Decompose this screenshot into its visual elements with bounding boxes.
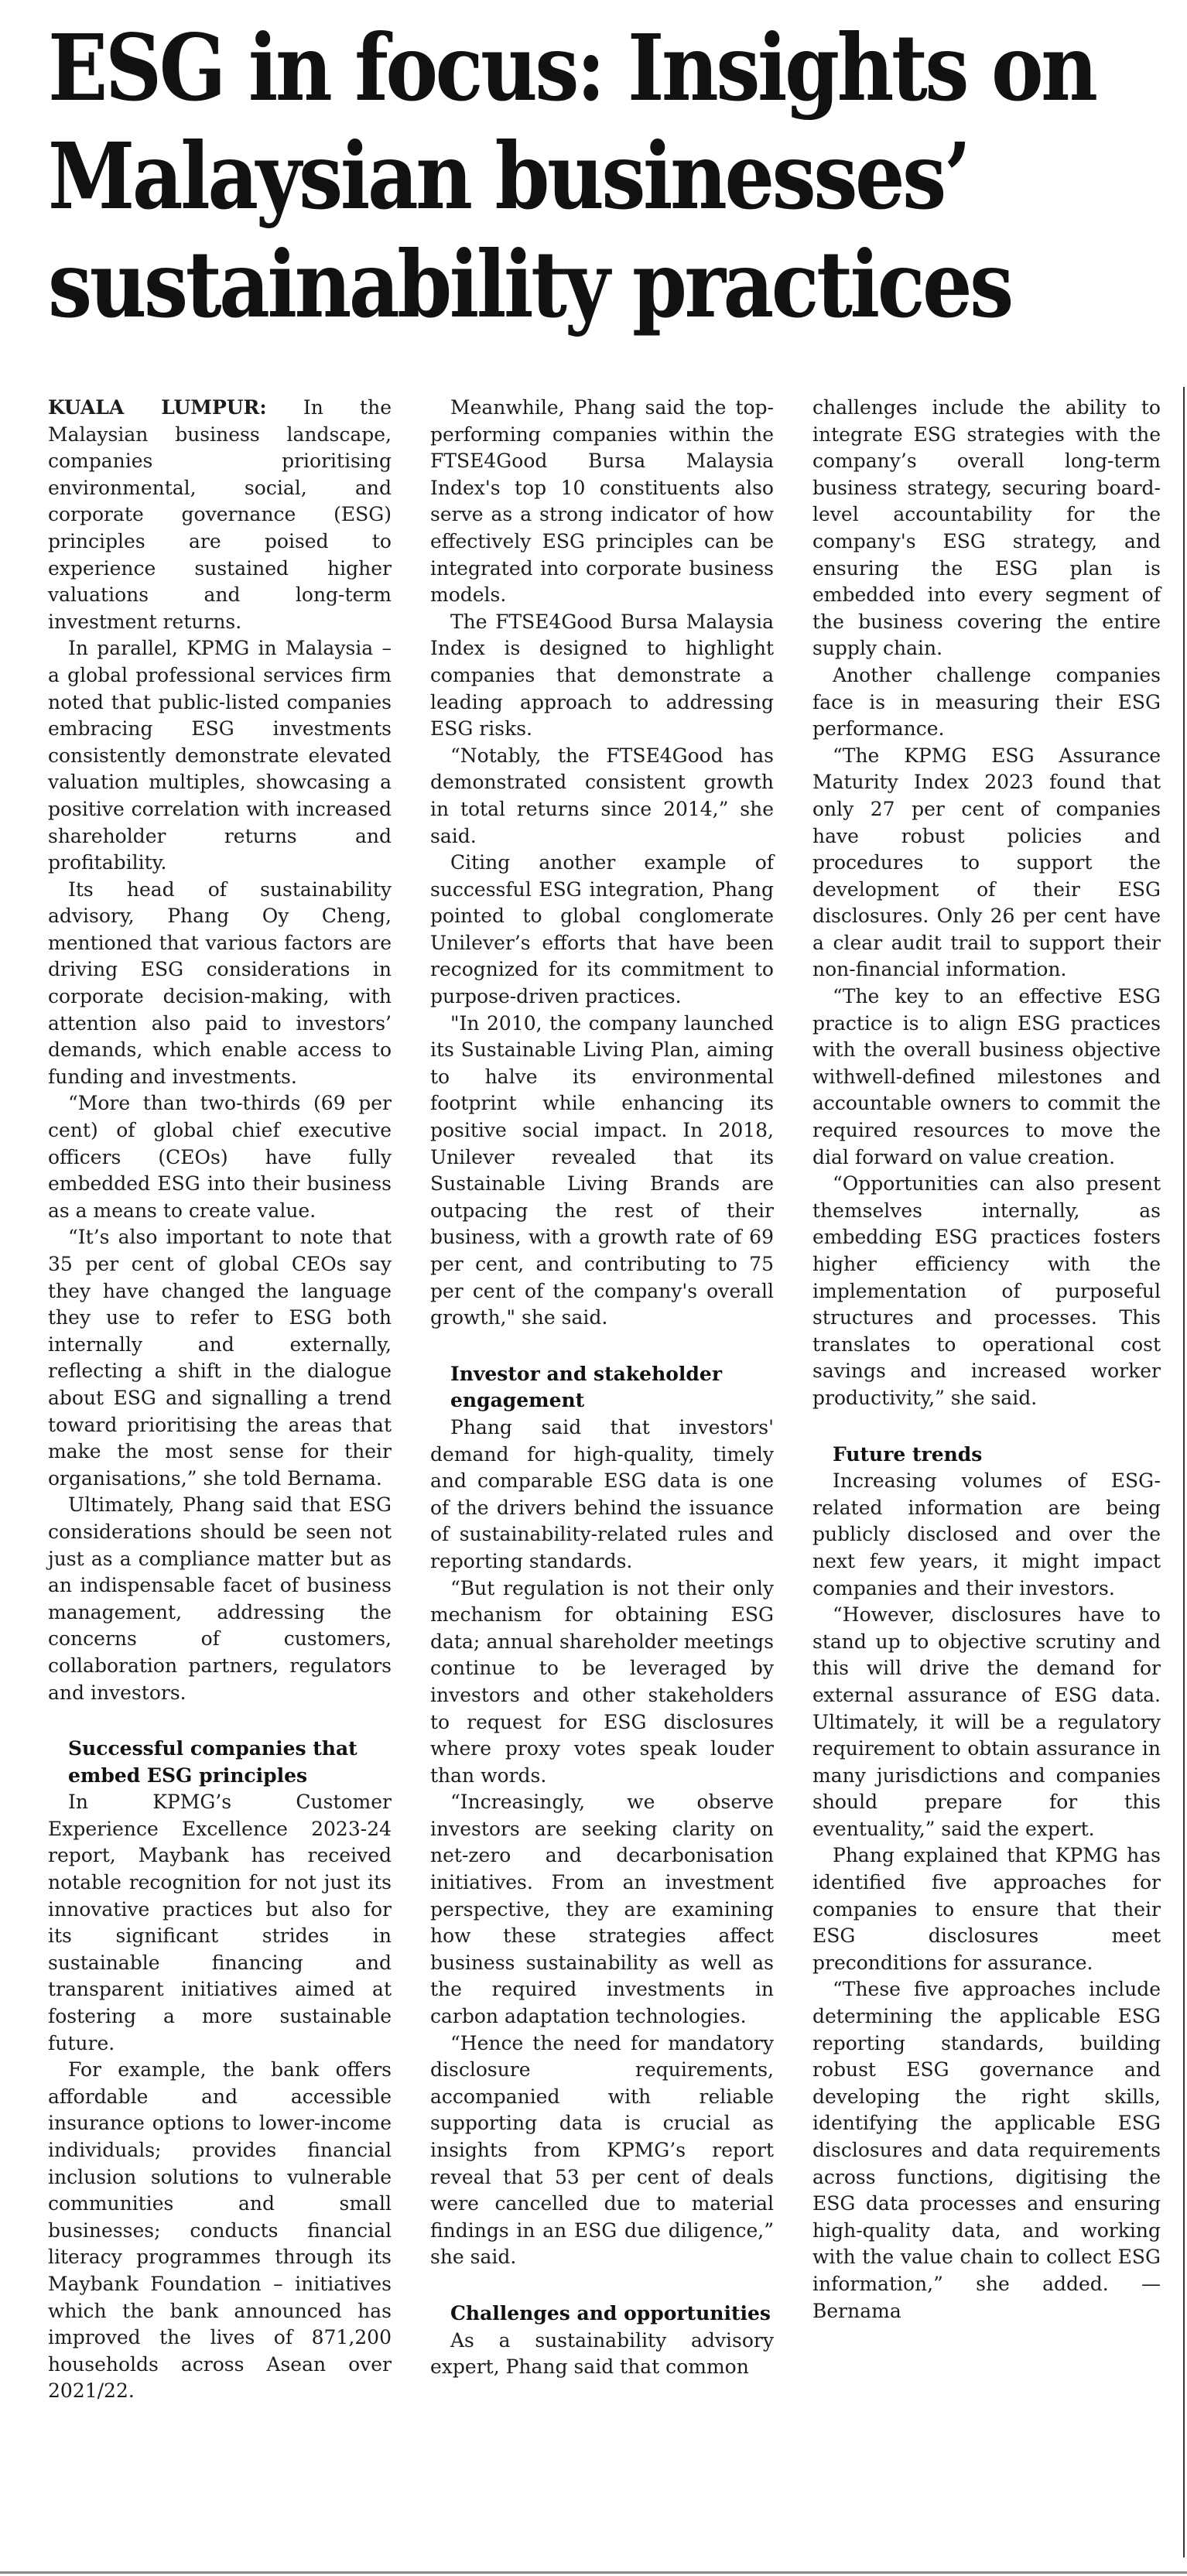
paragraph-text: In KPMG’s Customer Experience Excellence 2023-24 report, Maybank has received notable recognition for not just its innovative practices but also for its significant strides in sustainable financing and transparent initiatives aimed at fostering a more sustainable future. [48,1791,392,2054]
article-paragraph [48,2057,392,2405]
paragraph-text: Phang said that investors' demand for high-quality, timely and comparable ESG data is one of the drivers behind the issuance of sustainability-related rules and reporting standards. [430,1415,774,1572]
paragraph-text: “It’s also important to note that 35 per cent of global CEOs say they have changed the language they use to refer to ESG both internally and externally, reflecting a shift in the dialogue about ESG and signalling a trend toward prioritising the areas that make the most sense for their organisations,” she told Bernama. [48,1226,392,1490]
paragraph-text: In parallel, KPMG in Malaysia – a global professional services firm noted that public-listed companies embracing ESG investments consistently demonstrate elevated valuation multiples, showcasing a positive correlation with increased shareholder returns and profitability. [48,637,392,874]
article-column-1 [48,395,392,2405]
paragraph-text: “The KPMG ESG Assurance Maturity Index 2023 found that only 27 per cent of companies have robust policies and procedures to support the development of their ESG disclosures. Only 26 per cent have a clear audit trail to support their non-financial information. [812,744,1161,981]
article-paragraph [812,395,1161,662]
article-body [48,395,1162,2569]
section-subheading: Investor and stakeholder engagement [450,1362,722,1412]
article-paragraph [430,743,774,850]
paragraph-text: Meanwhile, Phang said the top-performing companies within the FTSE4Good Bursa Malaysia Index's top 10 constituents also serve as a strong indicator of how effectively ESG principles can be integrated into corporate business models. [430,396,774,607]
section-subheading: Challenges and opportunities [450,2301,771,2325]
article-paragraph [48,877,392,1091]
article-column-2 [430,395,774,2381]
paragraph-text: Citing another example of successful ESG integration, Phang pointed to global conglomerate Unilever’s efforts that have been recognized for its commitment to purpose-driven practices. [430,851,774,1008]
article-paragraph [812,662,1161,743]
paragraph-text: “Increasingly, we observe investors are seeking clarity on net-zero and decarbonisation initiatives. From an investment perspective, they are examining how these strategies affect business sustainability as well as the required investments in carbon adaptation technologies. [430,1791,774,2028]
paragraph-text: “However, disclosures have to stand up to objective scrutiny and this will drive the demand for external assurance of ESG data. Ultimately, it will be a regulatory requirement to obtain assurance in many jurisdictions and companies should prepare for this eventuality,” said the expert. [812,1603,1161,1840]
paragraph-text: For example, the bank offers affordable and accessible insurance options to lower-income individuals; provides financial inclusion solutions to vulnerable communities and small businesses; conducts financial literacy programmes through its Maybank Foundation – initiatives which the bank announced has improved the lives of 871,200 households across Asean over 2021/22. [48,2058,392,2403]
paragraph-text: “The key to an effective ESG practice is to align ESG practices with the overall business objective withwell-defined milestones and accountable owners to commit the required resources to move the dial forward on value creation. [812,985,1161,1168]
article-paragraph [430,1415,774,1575]
paragraph-text: The FTSE4Good Bursa Malaysia Index is designed to highlight companies that demonstrate a leading approach to addressing ESG risks. [430,610,774,741]
paragraph-text: Its head of sustainability advisory, Phang Oy Cheng, mentioned that various factors are driving ESG considerations in corporate decision-making, with attention also paid to investors’ demands, which enable access to funding and investments. [48,877,392,1088]
article-paragraph [812,984,1161,1171]
paragraph-text: As a sustainability advisory expert, Phang said that common [430,2328,774,2379]
article-paragraph [430,850,774,1011]
paragraph-text: Increasing volumes of ESG-related information are being publicly disclosed and over the next few years, it might impact companies and their investors. [812,1469,1161,1599]
article-paragraph [48,1090,392,1224]
article-headline: ESG in focus: Insights on Malaysian businesses’ sustainability practices [48,14,1096,338]
article-paragraph [812,1976,1161,2325]
article-paragraph [48,1224,392,1492]
article-paragraph [812,1468,1161,1602]
article-paragraph [48,1492,392,1706]
article-paragraph [48,1789,392,2057]
paragraph-text: In the Malaysian business landscape, companies prioritising environmental, social, and corporate governance (ESG) principles are poised to experience sustained higher valuations and long-term investment returns. [48,396,392,633]
paragraph-text: “More than two-thirds (69 per cent) of global chief executive officers (CEOs) have fully embedded ESG into their business as a means to create value. [48,1092,392,1222]
section-subheading: Future trends [833,1442,983,1466]
article-paragraph [430,609,774,743]
paragraph-text: “Opportunities can also present themselves internally, as embedding ESG practices fosters higher efficiency with the implementation of purposeful structures and processes. This translates to operational cost savings and increased worker productivity,” she said. [812,1172,1161,1409]
paragraph-text: Phang explained that KPMG has identified five approaches for companies to ensure that their ESG disclosures meet preconditions for assurance. [812,1844,1161,1974]
dateline: KUALA LUMPUR: [48,396,267,419]
paragraph-text: "In 2010, the company launched its Sustainable Living Plan, aiming to halve its environmental footprint while enhancing its positive social impact. In 2018, Unilever revealed that its Sustainable Living Brands are outpacing the rest of their business, with a growth rate of 69 per cent, and contributing to 75 per cent of the company's overall growth," she said. [430,1011,774,1329]
paragraph-text: “Notably, the FTSE4Good has demonstrated consistent growth in total returns since 2014,” she said. [430,744,774,847]
paragraph-text: “Hence the need for mandatory disclosure requirements, accompanied with reliable supporting data is crucial as insights from KPMG’s report reveal that 53 per cent of deals were cancelled due to material findings in an ESG due diligence,” she said. [430,2031,774,2269]
article-paragraph [430,1011,774,1332]
article-paragraph [430,2030,774,2271]
article-paragraph [812,1171,1161,1411]
article-column-3 [812,395,1161,2325]
paragraph-text: Ultimately, Phang said that ESG considerations should be seen not just as a compliance matter but as an indispensable facet of business management, addressing the concerns of customers, collaboration partners, regulators and investors. [48,1493,392,1704]
page-bottom-rule [0,2571,1187,2574]
paragraph-text: “These five approaches include determining the applicable ESG reporting standards, building robust ESG governance and developing the right skills, identifying the applicable ESG disclosures and data requirements across functions, digitising the ESG data processes and ensuring high-quality data, and working with the value chain to collect ESG information,” she added. — Bernama [812,1978,1161,2322]
article-paragraph [48,395,392,635]
column-rule [1183,387,1185,2557]
article-paragraph [430,1575,774,1790]
article-paragraph [812,1602,1161,1842]
article-paragraph [48,635,392,876]
paragraph-text: Another challenge companies face is in measuring their ESG performance. [812,663,1161,741]
article-paragraph [812,1842,1161,1976]
paragraph-text: “But regulation is not their only mechanism for obtaining ESG data; annual shareholder meetings continue to be leveraged by investors and other stakeholders to request for ESG disclosures where proxy votes speak louder than words. [430,1576,774,1787]
article-paragraph [430,2328,774,2381]
article-paragraph [812,743,1161,984]
article-paragraph [430,395,774,609]
paragraph-text: challenges include the ability to integrate ESG strategies with the company’s overall long-term business strategy, securing board-level accountability for the company's ESG strategy, and ensuring the ESG plan is embedded into every segment of the business covering the entire supply chain. [812,396,1161,660]
article-paragraph [430,1789,774,2030]
section-subheading: Successful companies that embed ESG principles [68,1737,357,1787]
